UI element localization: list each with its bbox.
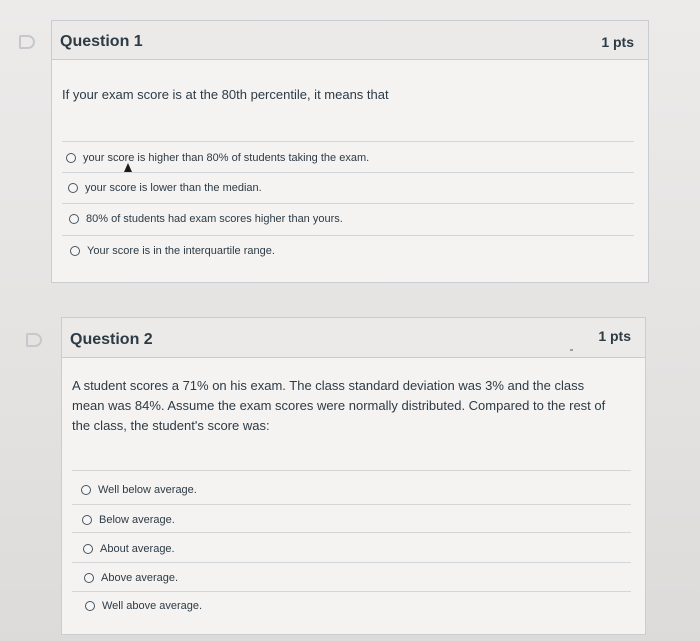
answer-label: your score is higher than 80% of students taking the exam. bbox=[83, 152, 370, 164]
question-1-answer-3[interactable] bbox=[69, 213, 343, 225]
answer-divider bbox=[62, 172, 634, 173]
question-1-answer-1[interactable] bbox=[66, 152, 369, 164]
question-1-title: Question 1 bbox=[60, 33, 143, 50]
answer-divider bbox=[72, 591, 631, 592]
radio-button[interactable] bbox=[81, 485, 91, 495]
question-2-title: Question 2 bbox=[70, 331, 153, 348]
answer-label: About average. bbox=[100, 543, 175, 555]
radio-button[interactable] bbox=[84, 573, 94, 583]
answer-divider bbox=[72, 504, 631, 505]
question-2-card bbox=[61, 317, 646, 635]
question-2-answer-4[interactable] bbox=[84, 572, 178, 584]
answer-divider bbox=[62, 141, 634, 142]
answer-label: Above average. bbox=[101, 572, 179, 584]
question-1-points: 1 pts bbox=[601, 34, 634, 50]
flag-question-1-icon[interactable] bbox=[19, 35, 35, 49]
radio-button[interactable] bbox=[83, 544, 93, 554]
radio-button[interactable] bbox=[69, 214, 79, 224]
question-1-card bbox=[51, 20, 649, 283]
question-2-answer-1[interactable] bbox=[81, 484, 197, 496]
flag-question-2-icon[interactable] bbox=[26, 333, 42, 347]
question-2-answer-3[interactable] bbox=[83, 543, 175, 555]
radio-button[interactable] bbox=[66, 153, 76, 163]
radio-button[interactable] bbox=[85, 601, 95, 611]
answer-label: Well above average. bbox=[102, 600, 203, 612]
radio-button[interactable] bbox=[70, 246, 80, 256]
question-1-answer-4[interactable] bbox=[70, 245, 275, 257]
question-1-answer-2[interactable] bbox=[68, 182, 262, 194]
radio-button[interactable] bbox=[82, 515, 92, 525]
divider-mark bbox=[570, 349, 573, 351]
answer-divider bbox=[62, 203, 634, 204]
question-2-answer-2[interactable] bbox=[82, 514, 175, 526]
answer-label: Below average. bbox=[99, 514, 175, 526]
answer-divider bbox=[62, 235, 634, 236]
answer-label: Your score is in the interquartile range. bbox=[87, 245, 275, 257]
answer-divider bbox=[72, 470, 631, 471]
question-2-text: A student scores a 71% on his exam. The class standard deviation was 3% and the class mean was 84%. Assume the exam scores were normally distributed. Compared to the rest of the class, the student's score was: bbox=[72, 378, 606, 433]
answer-divider bbox=[72, 532, 631, 533]
question-1-text: If your exam score is at the 80th percentile, it means that bbox=[62, 87, 389, 102]
answer-label: Well below average. bbox=[98, 484, 197, 496]
answer-label: 80% of students had exam scores higher than yours. bbox=[86, 213, 343, 225]
question-2-answer-5[interactable] bbox=[85, 600, 202, 612]
mouse-cursor-icon bbox=[124, 163, 132, 172]
answer-label: your score is lower than the median. bbox=[85, 182, 262, 194]
radio-button[interactable] bbox=[68, 183, 78, 193]
answer-divider bbox=[72, 562, 631, 563]
question-2-points: 1 pts bbox=[598, 328, 631, 344]
